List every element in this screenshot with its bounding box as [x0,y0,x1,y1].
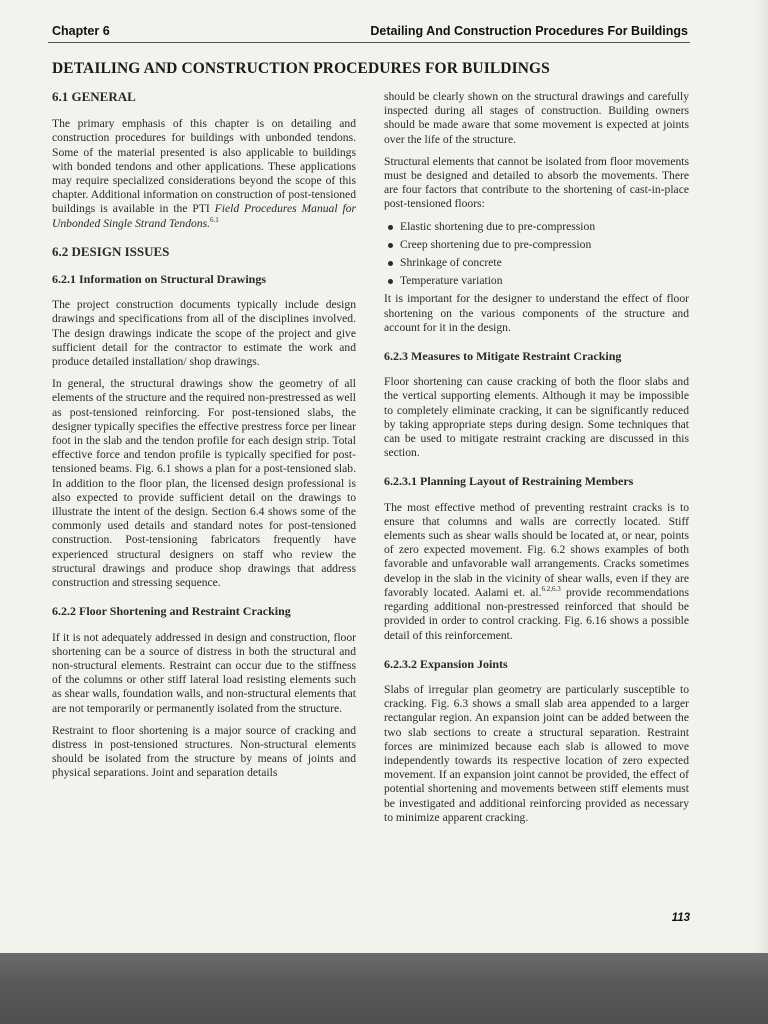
page-number: 113 [671,912,690,924]
field-procedures-manual-title: Field Procedures Manual for Unbonded Single Strand Tendons. [52,202,356,230]
section-6-2-1-paragraph-2: In general, the structural drawings show the geometry of all elements of the structure and the required non-prestressed as well as post-tensioned reinforcing. For post-tensioned slabs, the designer typically specifies the effective prestress force per linear foot in the slab and the tendon profile for each design strip. Total effective force and tendon profile is typically specified for post-tensioned beams. Fig. 6.1 shows a plan for a post-tensioned slab. In addition to the floor plan, the licensed design professional is also expected to provide sufficient detail on the drawings to illustrate the intent of the design. Section 6.4 shows some of the commonly used details and standard notes for post-tensioned construction. Post-tensioning fabricators frequently have experienced structural designers on staff who review the structural drawings and produce shop drawings that address construction and stressing sequence. [52,377,356,590]
bullet-icon [388,279,393,284]
section-6-2-2-heading: 6.2.2 Floor Shortening and Restraint Cracking [52,604,291,619]
bullet-icon [388,243,393,248]
left-column [52,90,356,789]
page-edge-shadow [754,0,768,953]
header-divider [48,42,690,43]
section-6-2-heading: 6.2 DESIGN ISSUES [52,243,170,259]
section-6-1-heading: 6.1 GENERAL [52,89,136,104]
bullet-icon [388,225,393,230]
section-6-2-2-paragraph-2-continued: should be clearly shown on the structural drawings and carefully inspected during all stages of construction. Building owners should be made aware that some movement is expected at joints over the life of the structure. [384,90,689,146]
section-6-2-3-1-heading: 6.2.3.1 Planning Layout of Restraining Members [384,474,634,489]
list-item: Temperature variation [384,274,689,288]
section-6-1-paragraph [52,117,356,231]
bullet-icon [388,261,393,266]
section-6-2-3-1-paragraph: The most effective method of preventing restraint cracks is to ensure that columns and walls are correctly located. Stiff elements such as shear walls should be located at, or near, points of zero expected movement. Fig. 6.2 shows examples of both favorable and unfavorable wall arrangements. Cracks sometimes develop in the slab in the vicinity of shear walls, even if they are favorably located. Aalami et. al.$^{6.2,6.3}$ provide recommendations regarding additional non-prestressed reinforced that should be provided in order to control cracking. Fig. 6.16 shows a possible detail of this reinforcement. [384,500,689,642]
list-item: Creep shortening due to pre-compression [384,238,689,252]
section-6-2-1-paragraph-1: The project construction documents typically include design drawings and specifications from all of the disciplines involved. The design drawings indicate the scope of the project and give sufficient detail for the contractor to estimate the work and produce detailed installation/ shop drawings. [52,298,356,369]
section-6-2-3-2-paragraph: Slabs of irregular plan geometry are particularly susceptible to cracking. Fig. 6.3 shows a small slab area appended to a larger rectangular region. An expansion joint can be added between the two slab sections to create a structural separation. Restraint forces are minimized because each slab is allowed to move independently towards its respective location of zero expected movement. If an expansion joint cannot be provided, the effect of potential shortening and movements between stiff elements must be investigated and additional reinforcing provided as necessary to minimize apparent cracking. [384,682,689,824]
section-6-2-1-heading: 6.2.1 Information on Structural Drawings [52,272,267,287]
running-header [52,18,688,38]
reference-6-1: 6.1 [210,215,219,224]
chapter-title: DETAILING AND CONSTRUCTION PROCEDURES FOR BUILDINGS [52,60,550,77]
section-6-2-3-heading: 6.2.3 Measures to Mitigate Restraint Cracking [384,349,622,364]
scan-background-band [0,953,768,1024]
right-column [384,90,689,833]
shortening-factors-list [384,220,689,289]
section-6-2-2-paragraph-2: Restraint to floor shortening is a major source of cracking and distress in post-tensioned structures. Non-structural elements should be isolated from the structure by means of joints and physical separations. Joint and separation details [52,723,356,780]
section-6-2-2-paragraph-1: If it is not adequately addressed in design and construction, floor shortening can be a source of distress in both the structural and non-structural elements. Restraint can occur due to the stiffness of the columns or other stiff lateral load resisting elements such as shear walls, foundation walls, and non-structural elements that are not temporarily or permanently isolated from the structure. [52,630,356,715]
section-6-1-text: The primary emphasis of this chapter is on detailing and construction procedures for buildings with unbonded tendons. Some of the material presented is also applicable to buildings with bonded tendons and other applications. These applications may require specialized considerations beyond the scope of this chapter. Additional information on construction of post-tensioned buildings is available in the PTI [52,117,356,216]
section-6-2-3-paragraph: Floor shortening can cause cracking of both the floor slabs and the vertical supporting elements. Although it may be impossible to completely eliminate cracking, it can be significantly reduced by taking appropriate steps during design. Some techniques that can be used to mitigate restraint cracking are discussed in this section. [384,375,689,460]
section-6-2-3-2-heading: 6.2.3.2 Expansion Joints [384,656,508,671]
section-6-2-2-paragraph-4: It is important for the designer to understand the effect of floor shortening on the various components of the structure and account for it in the design. [384,292,689,334]
section-6-2-2-paragraph-3: Structural elements that cannot be isolated from floor movements must be designed and detailed to absorb the movements. There are four factors that contribute to the shortening of cast-in-place post-tensioned floors: [384,154,689,211]
header-chapter: Chapter 6 [52,24,110,38]
list-item: Shrinkage of concrete [384,256,689,270]
header-running-title: Detailing And Construction Procedures For Buildings [370,24,688,38]
reference-6-2-6-3: 6.2,6.3 [541,585,561,594]
list-item: Elastic shortening due to pre-compression [384,220,689,234]
